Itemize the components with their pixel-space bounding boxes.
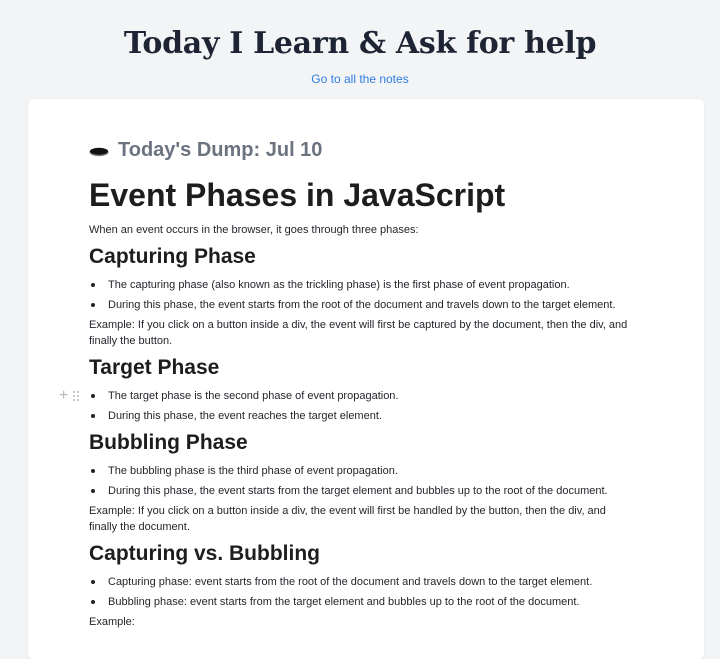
example-text: Example: [89, 616, 135, 628]
bullet [91, 283, 95, 287]
all-notes-link[interactable]: Go to all the notes [311, 72, 409, 86]
list-item [89, 574, 592, 590]
list-item-text: During this phase, the event starts from the root of the document and travels down to the target element. [108, 299, 616, 311]
section-heading: Bubbling Phase [89, 431, 248, 454]
list-item [89, 483, 608, 499]
dump-heading [89, 139, 322, 162]
bullet [91, 600, 95, 604]
site-header [0, 0, 720, 98]
list-item-text: Bubbling phase: event starts from the target element and bubbles up to the root of the document. [108, 596, 580, 608]
plus-icon[interactable]: + [59, 387, 69, 404]
block-controls [59, 387, 79, 404]
list-item-text: During this phase, the event reaches the target element. [108, 410, 382, 422]
list-item [89, 297, 616, 313]
list-item-text: During this phase, the event starts from the target element and bubbles up to the root of the document. [108, 485, 608, 497]
drag-handle-icon[interactable] [73, 391, 79, 401]
section-heading: Capturing vs. Bubbling [89, 542, 320, 565]
list-item [89, 594, 579, 610]
section-heading: Target Phase [89, 356, 220, 379]
bullet [91, 394, 95, 398]
list-item-text: The bubbling phase is the third phase of event propagation. [108, 465, 398, 477]
intro-text: When an event occurs in the browser, it goes through three phases: [89, 224, 419, 236]
bullet [91, 414, 95, 418]
page-title: Event Phases in JavaScript [89, 177, 506, 213]
bullet [91, 469, 95, 473]
bullet [91, 489, 95, 493]
list-item-text: The target phase is the second phase of event propagation. [108, 390, 399, 402]
bullet [91, 580, 95, 584]
example-text: Example: If you click on a button inside a div, the event will first be handled by the button, then the div, and finally the document. [89, 505, 606, 533]
bullet [91, 303, 95, 307]
example-text: Example: If you click on a button inside a div, the event will first be captured by the document, then the div, and finally the button. [89, 319, 628, 347]
note-card [28, 99, 704, 659]
list-item-text: The capturing phase (also known as the trickling phase) is the first phase of event propagation. [108, 279, 570, 291]
list-item-text: Capturing phase: event starts from the root of the document and travels down to the target element. [108, 576, 593, 588]
dump-heading-text: Today's Dump: Jul 10 [118, 139, 323, 161]
list-item [89, 388, 398, 404]
site-title: Today I Learn & Ask for help [123, 26, 597, 61]
section-heading: Capturing Phase [89, 245, 256, 268]
list-item [89, 463, 398, 479]
list-item [89, 277, 570, 293]
list-item [89, 408, 382, 424]
hole-icon [89, 145, 109, 157]
